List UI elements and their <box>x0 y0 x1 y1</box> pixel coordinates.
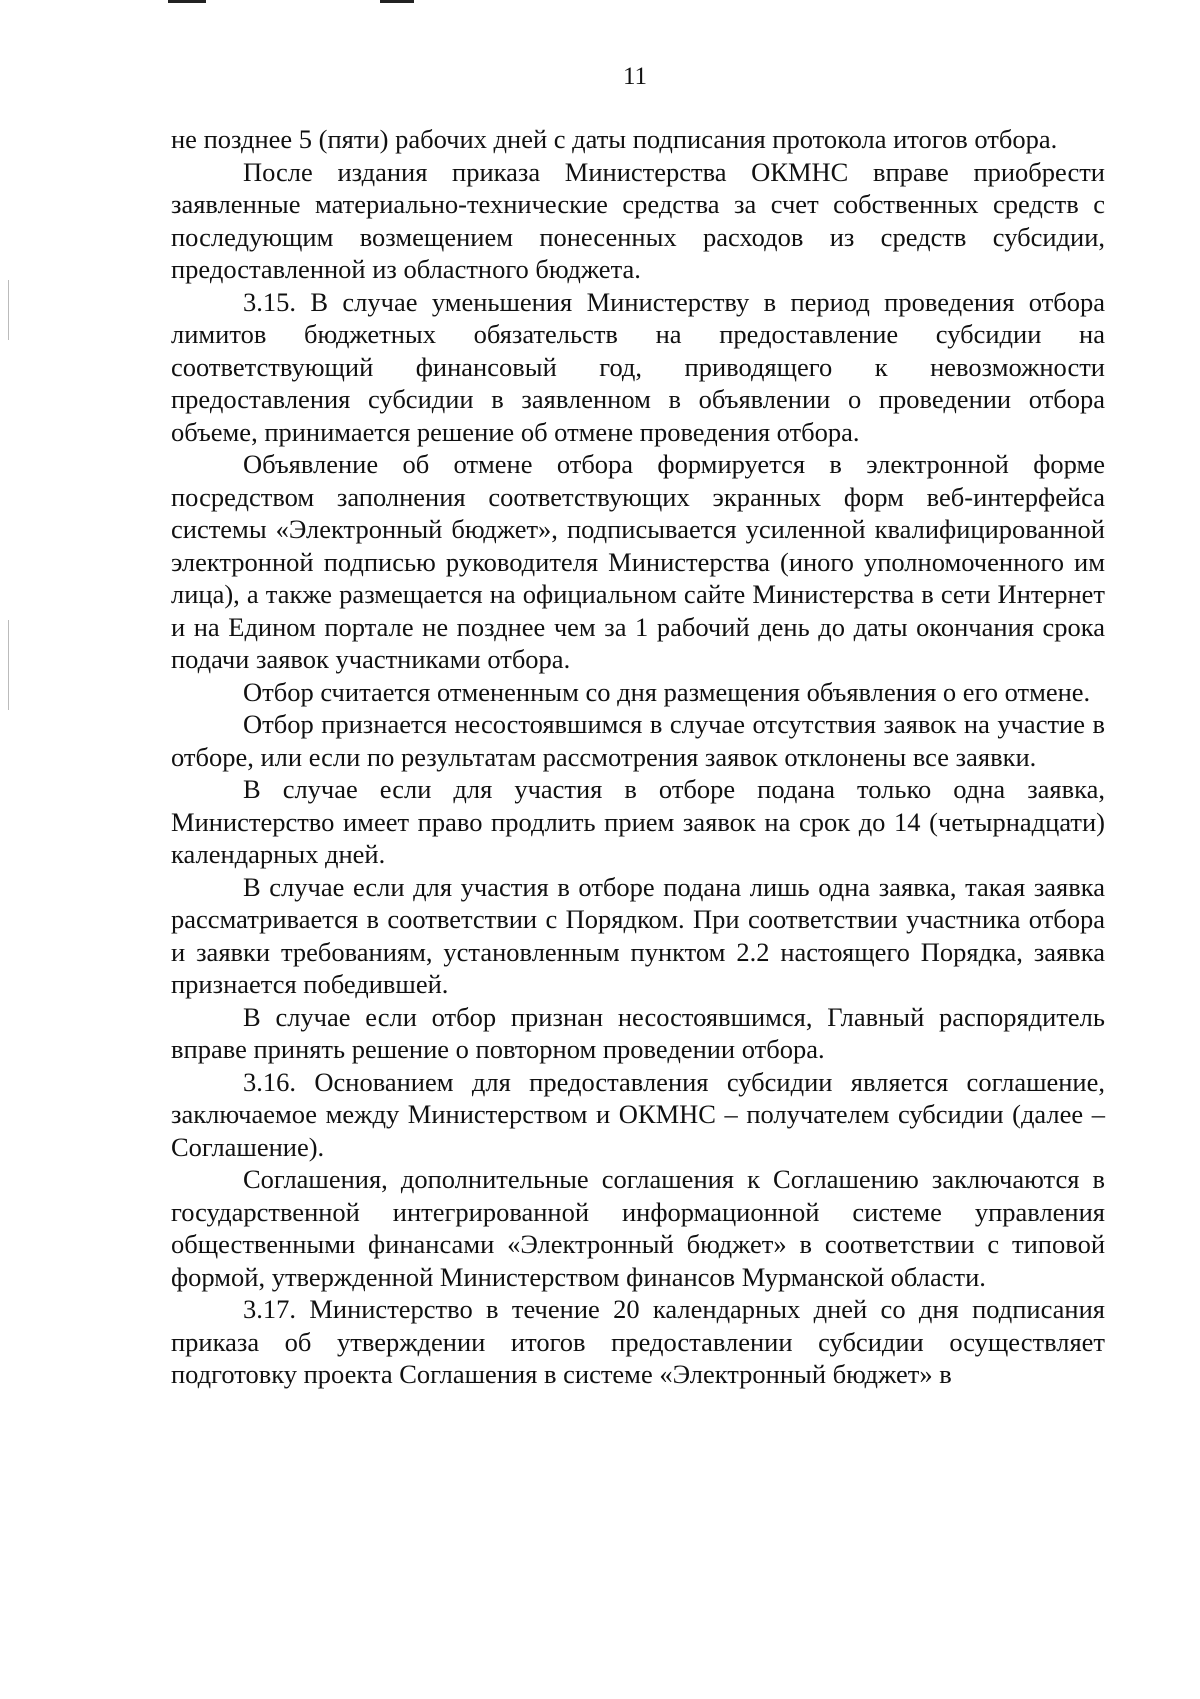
paragraph: 3.15. В случае уменьшения Министерству в период проведения отбора лимитов бюджетных обязательств на предоставление субсидии на соответствующий финансовый год, приводящего к невозможности предоставления субсидии в заявленном в объявлении о проведении отбора объеме, принимается решение об отмене проведения отбора. <box>171 286 1105 447</box>
paragraph: Отбор считается отмененным со дня размещения объявления о его отмене. <box>243 676 1091 707</box>
paragraph: 3.17. Министерство в течение 20 календарных дней со дня подписания приказа об утверждении итогов предоставлении субсидии осуществляет подготовку проекта Соглашения в системе «Электронный бюджет» в <box>171 1294 1105 1389</box>
document-body <box>171 123 1105 1391</box>
scan-artifact-mark <box>380 0 414 3</box>
paragraph: 3.16. Основанием для предоставления субсидии является соглашение, заключаемое между Министерством и ОКМНС – получателем субсидии (далее – Соглашение). <box>171 1066 1105 1162</box>
paragraph: Объявление об отмене отбора формируется в электронной форме посредством заполнения соответствующих экранных форм веб-интерфейса системы «Электронный бюджет», подписывается усиленной квалифицированной электронной подписью руководителя Министерства (иного уполномоченного им лица), а также размещается на официальном сайте Министерства в сети Интернет и на Едином портале не позднее чем за 1 рабочий день до даты окончания срока подачи заявок участниками отбора. <box>171 449 1105 674</box>
paragraph: Отбор признается несостоявшимся в случае отсутствия заявок на участие в отборе, или если по результатам рассмотрения заявок отклонены все заявки. <box>171 709 1105 772</box>
paragraph: В случае если для участия в отборе подана лишь одна заявка, такая заявка рассматривается в соответствии с Порядком. При соответствии участника отбора и заявки требованиям, установленным пунктом 2.2 настоящего Порядка, заявка признается победившей. <box>171 871 1105 999</box>
scan-margin-line <box>8 620 9 710</box>
paragraph: В случае если для участия в отборе подана только одна заявка, Министерство имеет право продлить прием заявок на срок до 14 (четырнадцати) календарных дней. <box>171 774 1105 869</box>
paragraph: не позднее 5 (пяти) рабочих дней с даты подписания протокола итогов отбора. <box>171 124 1058 154</box>
scan-artifact-mark <box>168 0 206 3</box>
paragraph: После издания приказа Министерства ОКМНС вправе приобрести заявленные материально-технические средства за счет собственных средств с последующим возмещением понесенных расходов из средств субсидии, предоставленной из областного бюджета. <box>171 156 1105 284</box>
scan-margin-line <box>8 280 9 340</box>
page-number: 11 <box>622 63 648 90</box>
paragraph: В случае если отбор признан несостоявшимся, Главный распорядитель вправе принять решение о повторном проведении отбора. <box>171 1001 1105 1064</box>
paragraph: Соглашения, дополнительные соглашения к Соглашению заключаются в государственной интегрированной информационной системе управления общественными финансами «Электронный бюджет» в соответствии с типовой формой, утвержденной Министерством финансов Мурманской области. <box>171 1164 1105 1292</box>
